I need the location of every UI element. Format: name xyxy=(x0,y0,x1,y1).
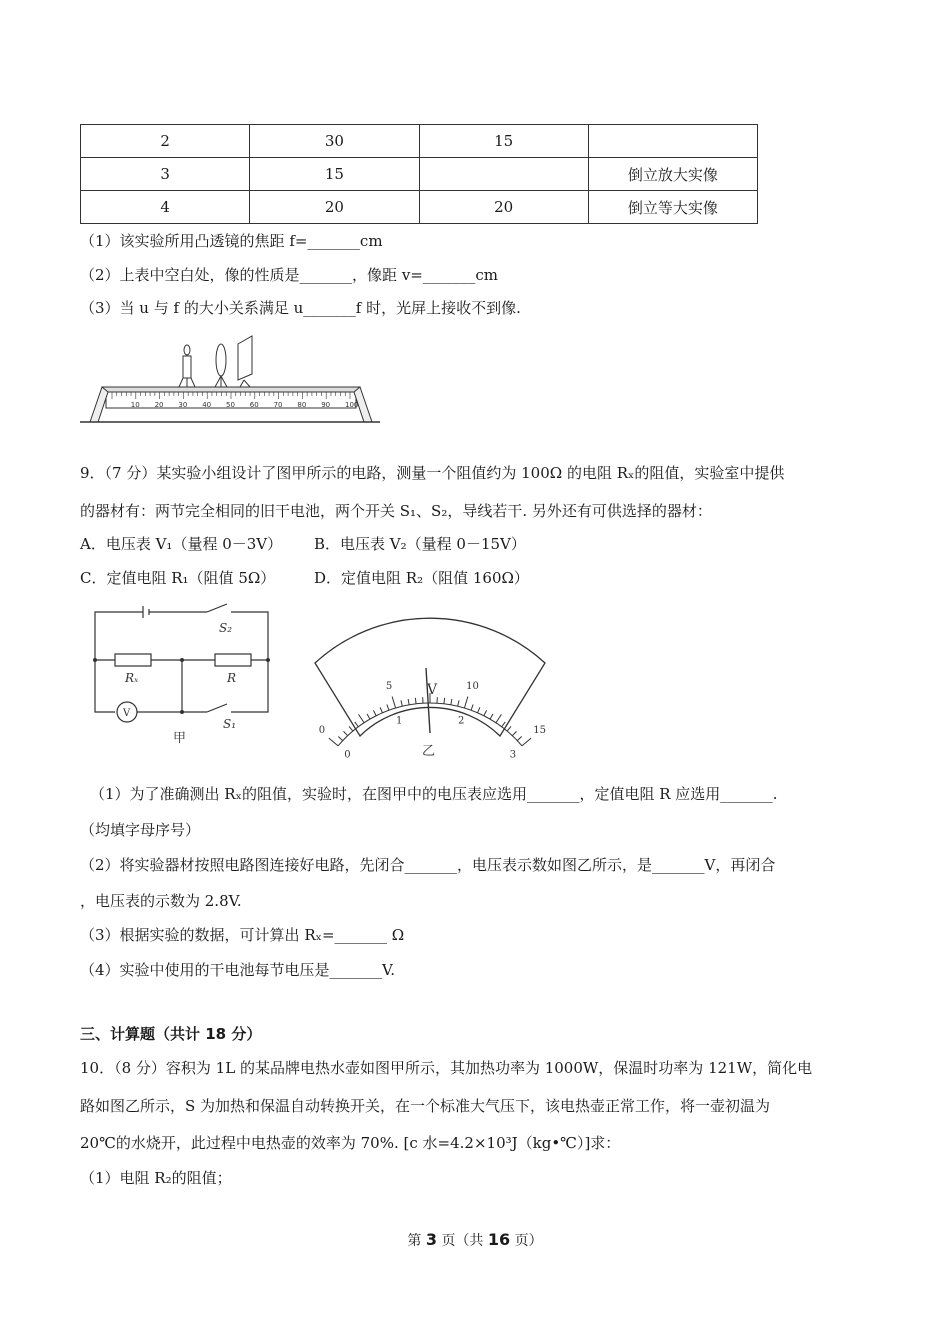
q9-part-2: （2）将实验器材按照电路图连接好电路，先闭合_______，电压表示数如图乙所示，是_______V，再闭合 xyxy=(80,856,776,874)
table-cell: 倒立等大实像 xyxy=(588,191,757,224)
dial-tick xyxy=(359,714,364,722)
q9-option-a: A．电压表 V₁（量程 0－3V） xyxy=(80,535,283,553)
table-cell: 倒立放大实像 xyxy=(588,158,757,191)
dial-tick xyxy=(408,699,409,705)
s2-label: S₂ xyxy=(219,621,233,635)
s1-label: S₁ xyxy=(223,717,237,731)
data-table xyxy=(80,124,758,224)
dial-tick xyxy=(380,707,382,713)
dial-bottom-label: 1 xyxy=(396,715,403,727)
table-cell xyxy=(419,158,588,191)
page-total: 16 xyxy=(487,1230,511,1249)
dial-tick xyxy=(502,722,506,727)
q9-option-c: C．定值电阻 R₁（阻值 5Ω） xyxy=(80,569,276,587)
dial-tick xyxy=(392,697,395,708)
q8-part-1: （1）该实验所用凸透镜的焦距 f=_______cm xyxy=(80,232,383,250)
dial-top-label: 5 xyxy=(385,680,393,692)
dial-bottom-label: 0 xyxy=(344,749,351,758)
q9-option-b: B．电压表 V₂（量程 0－15V） xyxy=(314,535,526,553)
dial-tick xyxy=(517,737,521,741)
dial-tick xyxy=(329,738,338,746)
table-cell: 3 xyxy=(81,158,250,191)
dial-top-label: 10 xyxy=(466,680,479,692)
table-row xyxy=(81,158,758,191)
dial-tick xyxy=(471,705,473,711)
dial-unit: V xyxy=(427,682,438,698)
dial-bottom-label: 3 xyxy=(509,749,517,758)
switch-s2-icon xyxy=(207,604,227,612)
dial-tick xyxy=(507,726,511,731)
dial-caption: 乙 xyxy=(422,744,436,758)
table-cell: 20 xyxy=(419,191,588,224)
table-cell: 20 xyxy=(250,191,419,224)
q8-part-3: （3）当 u 与 f 的大小关系满足 u_______f 时，光屏上接收不到像. xyxy=(80,299,521,317)
ruler-label: 40 xyxy=(202,401,212,409)
dial-tick xyxy=(401,700,402,706)
q10-line-3: 20℃的水烧开，此过程中电热壶的效率为 70%. [c 水=4.2×10³J（kg•℃）]求： xyxy=(80,1134,621,1152)
q9-part-1-note: （均填字母序号） xyxy=(80,821,201,839)
dial-tick xyxy=(490,714,493,719)
dial-tick xyxy=(373,710,376,715)
dial-tick xyxy=(355,722,359,727)
dial-tick xyxy=(387,705,389,711)
q8-part-2: （2）上表中空白处，像的性质是_______，像距 v=_______cm xyxy=(80,266,498,284)
dial-tick xyxy=(522,738,531,746)
dial-tick xyxy=(478,707,480,713)
voltmeter-dial xyxy=(310,608,550,758)
dial-tick xyxy=(349,726,353,731)
table-cell xyxy=(588,125,757,158)
circuit-diagram xyxy=(85,600,285,750)
dial-top-label: 0 xyxy=(318,725,326,737)
page-footer xyxy=(0,1230,950,1250)
footer-middle: 页（共 xyxy=(441,1233,484,1249)
dial-tick xyxy=(344,731,348,735)
q9-option-d: D．定值电阻 R₂（阻值 160Ω） xyxy=(314,569,529,587)
ruler-label: 90 xyxy=(321,401,331,409)
dial-bottom-label: 2 xyxy=(457,715,465,727)
rx-label: Rₓ xyxy=(125,671,139,685)
table-cell: 15 xyxy=(250,158,419,191)
dial-tick xyxy=(415,698,416,704)
q9-part-1: （1）为了准确测出 Rₓ的阻值，实验时，在图甲中的电压表应选用_______，定值电阻 R 应选用_______. xyxy=(90,785,778,803)
dial-tick xyxy=(338,737,342,741)
resistor-r-icon xyxy=(215,654,251,666)
q10-line-1: 10．（8 分）容积为 1L 的某品牌电热水壶如图甲所示，其加热功率为 1000W，保温时功率为 121W，简化电 xyxy=(80,1059,813,1077)
footer-prefix: 第 xyxy=(407,1233,422,1249)
section-title: 三、计算题（共计 18 分） xyxy=(80,1025,262,1043)
ruler-label: 10 xyxy=(130,401,140,409)
ruler-label: 100 xyxy=(345,401,359,409)
table-cell: 30 xyxy=(250,125,419,158)
dial-tick xyxy=(451,699,452,705)
table-cell: 2 xyxy=(81,125,250,158)
ruler-label: 30 xyxy=(178,401,188,409)
q10-line-2: 路如图乙所示，S 为加热和保温自动转换开关，在一个标准大气压下，该电热壶正常工作，将一壶初温为 xyxy=(80,1097,771,1115)
needle-icon xyxy=(426,668,430,733)
lens-icon xyxy=(215,344,227,387)
dial-tick xyxy=(464,697,467,708)
ruler-label: 80 xyxy=(297,401,307,409)
q9-stem-line-2: 的器材有：两节完全相同的旧干电池，两个开关 S₁、S₂，导线若干. 另外还有可供选择的器材： xyxy=(80,502,712,520)
voltmeter-label: V xyxy=(123,708,131,719)
table-cell: 15 xyxy=(419,125,588,158)
q10-part-1: （1）电阻 R₂的阻值； xyxy=(80,1169,232,1187)
r-label: R xyxy=(227,671,237,685)
screen-icon xyxy=(238,336,252,387)
ruler-label: 70 xyxy=(273,401,283,409)
q9-part-4: （4）实验中使用的干电池每节电压是_______V. xyxy=(80,961,396,979)
circuit-caption: 甲 xyxy=(173,731,187,746)
ruler-label: 20 xyxy=(154,401,164,409)
dial-tick xyxy=(484,710,487,715)
dial-tick xyxy=(458,700,459,706)
switch-s1-icon xyxy=(207,704,227,712)
table-row xyxy=(81,191,758,224)
dial-tick xyxy=(496,714,501,722)
dial-top-label: 15 xyxy=(533,725,546,737)
q9-part-2-cont: ，电压表的示数为 2.8V. xyxy=(80,892,242,910)
dial-tick xyxy=(512,731,516,735)
dial-tick xyxy=(444,698,445,704)
ruler-label: 50 xyxy=(226,401,235,409)
candle-icon xyxy=(179,345,195,387)
q9-stem-line-1: 9．（7 分）某实验小组设计了图甲所示的电路，测量一个阻值约为 100Ω 的电阻 Rₓ的阻值，实验室中提供 xyxy=(80,464,785,482)
ruler-label: 60 xyxy=(249,401,259,409)
footer-suffix: 页） xyxy=(514,1233,543,1249)
page-number: 3 xyxy=(425,1230,437,1249)
resistor-rx-icon xyxy=(115,654,151,666)
table-cell: 4 xyxy=(81,191,250,224)
table-row xyxy=(81,125,758,158)
optical-bench-figure xyxy=(80,330,380,430)
q9-part-3: （3）根据实验的数据，可计算出 Rₓ=_______ Ω xyxy=(80,926,405,944)
dial-tick xyxy=(367,714,370,719)
